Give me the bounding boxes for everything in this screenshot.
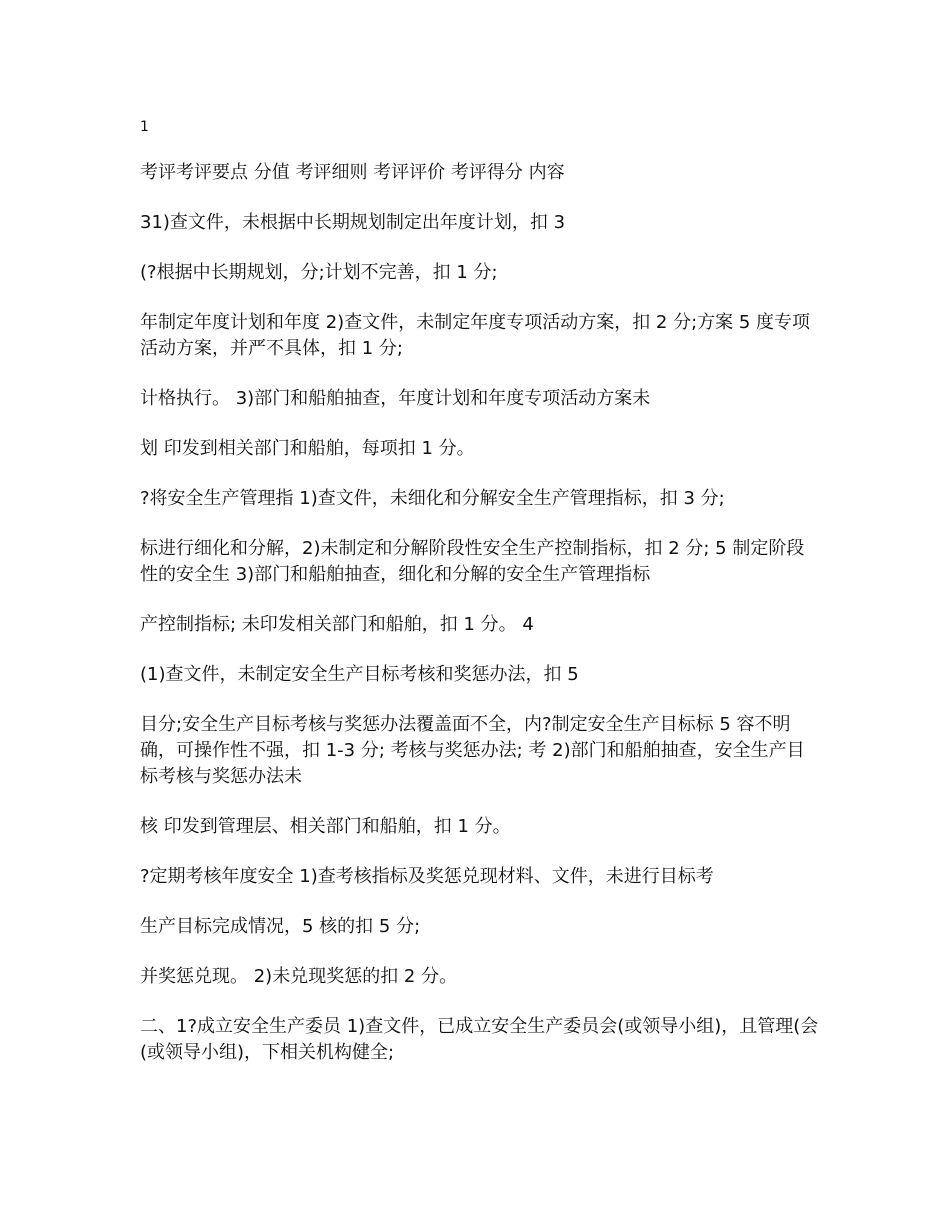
paragraph: 生产目标完成情况，5 核的扣 5 分; <box>140 916 421 937</box>
paragraph: 二、1?成立安全生产委员 1)查文件，已成立安全生产委员会(或领导小组)，且管理(会(或领导小组)，下相关机构健全; <box>140 1016 819 1063</box>
paragraph: (?根据中长期规划，分;计划不完善，扣 1 分; <box>140 262 498 283</box>
paragraph: ?将安全生产管理指 1)查文件，未细化和分解安全生产管理指标，扣 3 分; <box>140 488 725 509</box>
paragraph: 31)查文件，未根据中长期规划制定出年度计划，扣 3 <box>140 212 566 233</box>
paragraph: 并奖惩兑现。 2)未兑现奖惩的扣 2 分。 <box>140 966 458 987</box>
paragraph: 目分;安全生产目标考核与奖惩办法覆盖面不全，内?制定安全生产目标标 5 容不明确，可操作性不强，扣 1-3 分; 考核与奖惩办法; 考 2)部门和船舶抽查，安全生产目标考核与奖惩办法未 <box>140 714 805 787</box>
page-number: 1 <box>140 119 149 135</box>
paragraph: 核 印发到管理层、相关部门和船舶，扣 1 分。 <box>140 816 511 837</box>
paragraph: ?定期考核年度安全 1)查考核指标及奖惩兑现材料、文件，未进行目标考 <box>140 866 714 887</box>
paragraph: (1)查文件，未制定安全生产目标考核和奖惩办法，扣 5 <box>140 664 579 685</box>
paragraph: 标进行细化和分解，2)未制定和分解阶段性安全生产控制指标，扣 2 分; 5 制定阶段性的安全生 3)部门和船舶抽查，细化和分解的安全生产管理指标 <box>140 538 805 585</box>
document-body <box>140 160 820 1090</box>
paragraph: 年制定年度计划和年度 2)查文件，未制定年度专项活动方案，扣 2 分;方案 5 度专项活动方案，并严不具体，扣 1 分; <box>140 312 811 359</box>
paragraph: 计格执行。 3)部门和船舶抽查，年度计划和年度专项活动方案未 <box>140 388 651 409</box>
paragraph: 产控制指标; 未印发相关部门和船舶，扣 1 分。 4 <box>140 614 534 635</box>
paragraph: 考评考评要点 分值 考评细则 考评评价 考评得分 内容 <box>140 162 565 183</box>
paragraph: 划 印发到相关部门和船舶，每项扣 1 分。 <box>140 438 475 459</box>
